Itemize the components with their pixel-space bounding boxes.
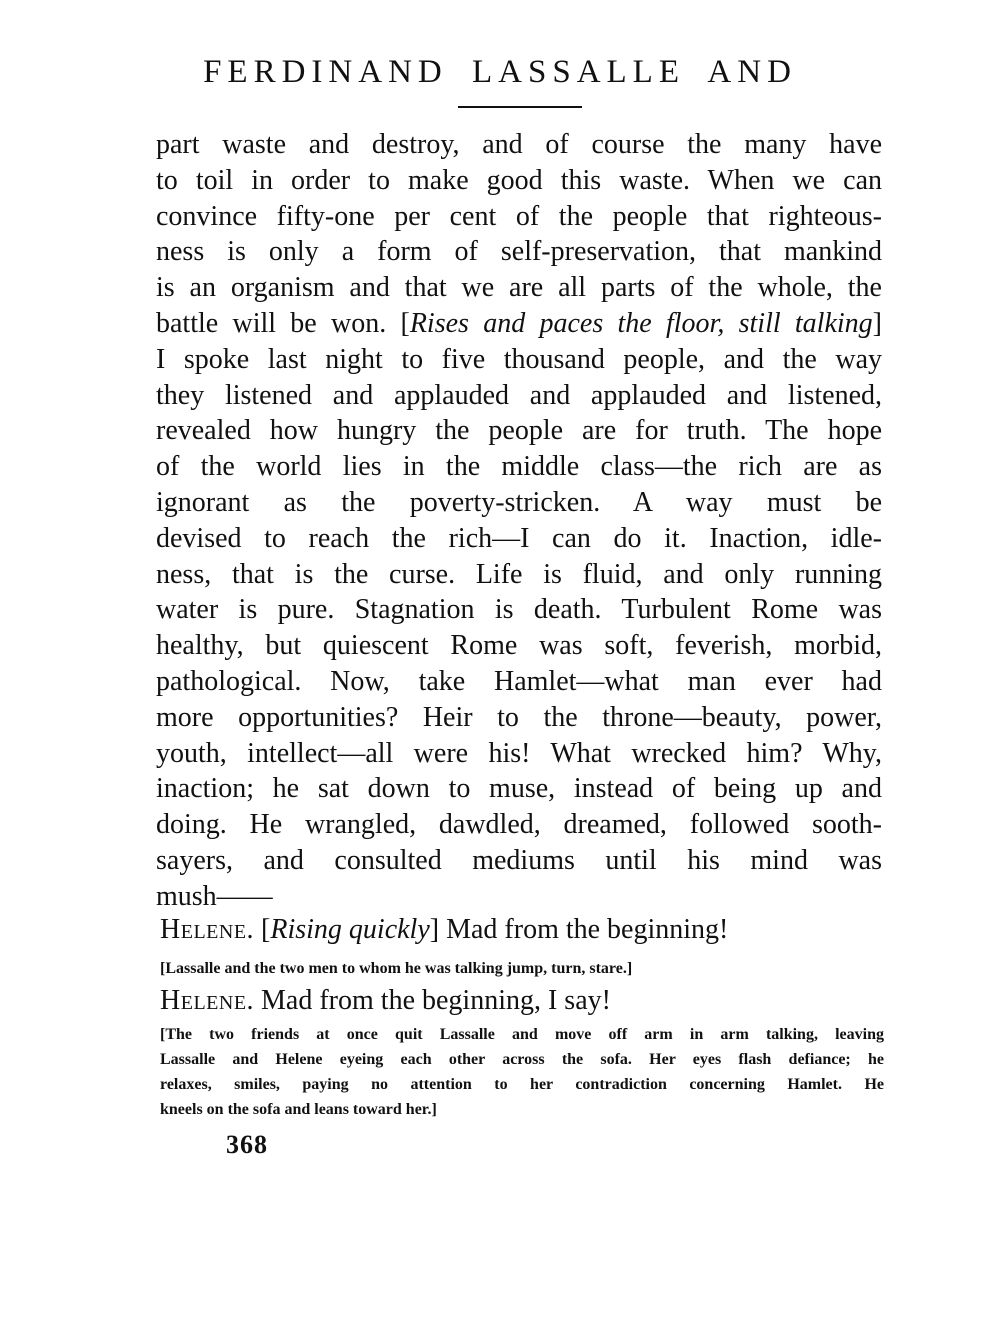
text-line-with-stage-direction xyxy=(156,306,882,342)
speech-text: Mad from the beginning! xyxy=(439,914,729,945)
text-line: ness is only a form of self-preservation, that mankind xyxy=(156,236,882,268)
text-line: more opportunities? Heir to the throne—beauty, power, xyxy=(156,701,882,733)
text-segment: battle will be won. [ xyxy=(156,307,410,339)
bracket: [ xyxy=(254,914,271,945)
text-line: healthy, but quiescent Rome was soft, feverish, morbid, xyxy=(156,630,882,662)
header-rule xyxy=(458,106,582,108)
text-line: sayers, and consulted mediums until his mind was xyxy=(156,844,882,876)
running-head: FERDINAND LASSALLE AND xyxy=(203,54,797,90)
speech-helene-2 xyxy=(160,983,611,1019)
text-line: devised to reach the rich—I can do it. Inaction, idle- xyxy=(156,522,882,554)
speech-text: Mad from the beginning, I say! xyxy=(254,985,611,1016)
text-line: doing. He wrangled, dawdled, dreamed, followed sooth- xyxy=(156,809,882,841)
page-number: 368 xyxy=(226,1130,268,1159)
text-line: convince fifty-one per cent of the people that righteous- xyxy=(156,200,882,232)
text-line: inaction; he sat down to muse, instead of being up and xyxy=(156,773,882,805)
text-line: part waste and destroy, and of course the many have xyxy=(156,129,882,160)
speaker-name: Helene. xyxy=(160,985,255,1016)
speech-helene-1 xyxy=(160,912,728,948)
text-line: is an organism and that we are all parts of the whole, the xyxy=(156,272,882,304)
text-line: youth, intellect—all were his! What wrecked him? Why, xyxy=(156,737,882,769)
text-line: of the world lies in the middle class—the rich are as xyxy=(156,451,882,483)
text-line: they listened and applauded and applauded and listened, xyxy=(156,379,882,411)
stage-direction-line: Lassalle and Helene eyeing each other across the sofa. Her eyes flash defiance; he xyxy=(160,1051,884,1068)
stage-direction-line: kneels on the sofa and leans toward her.] xyxy=(160,1101,437,1118)
text-line: ignorant as the poverty-stricken. A way must be xyxy=(156,486,882,518)
speaker-name: Helene. xyxy=(160,914,255,945)
text-line: water is pure. Stagnation is death. Turbulent Rome was xyxy=(156,594,882,626)
stage-direction-line: [Lassalle and the two men to whom he was talking jump, turn, stare.] xyxy=(160,960,633,977)
speech-body xyxy=(156,127,882,915)
stage-direction-2 xyxy=(160,1022,884,1122)
bracket: ] xyxy=(429,914,440,945)
text-line: mush—— xyxy=(156,880,273,912)
stage-direction-line: [The two friends at once quit Lassalle and move off arm in arm talking, leaving xyxy=(160,1026,884,1043)
text-line: pathological. Now, take Hamlet—what man ever had xyxy=(156,665,882,697)
text-line: to toil in order to make good this waste. When we can xyxy=(156,164,882,196)
stage-direction-inline: Rising quickly xyxy=(270,914,430,945)
stage-direction-1 xyxy=(160,956,884,981)
stage-direction-line: relaxes, smiles, paying no attention to her contradiction concerning Hamlet. He xyxy=(160,1076,884,1093)
text-segment: ] xyxy=(872,307,882,339)
text-line: revealed how hungry the people are for truth. The hope xyxy=(156,415,882,447)
text-line: ness, that is the curse. Life is fluid, and only running xyxy=(156,558,882,590)
stage-direction-inline: Rises and paces the floor, still talking xyxy=(409,307,873,339)
text-line: I spoke last night to five thousand people, and the way xyxy=(156,343,882,375)
